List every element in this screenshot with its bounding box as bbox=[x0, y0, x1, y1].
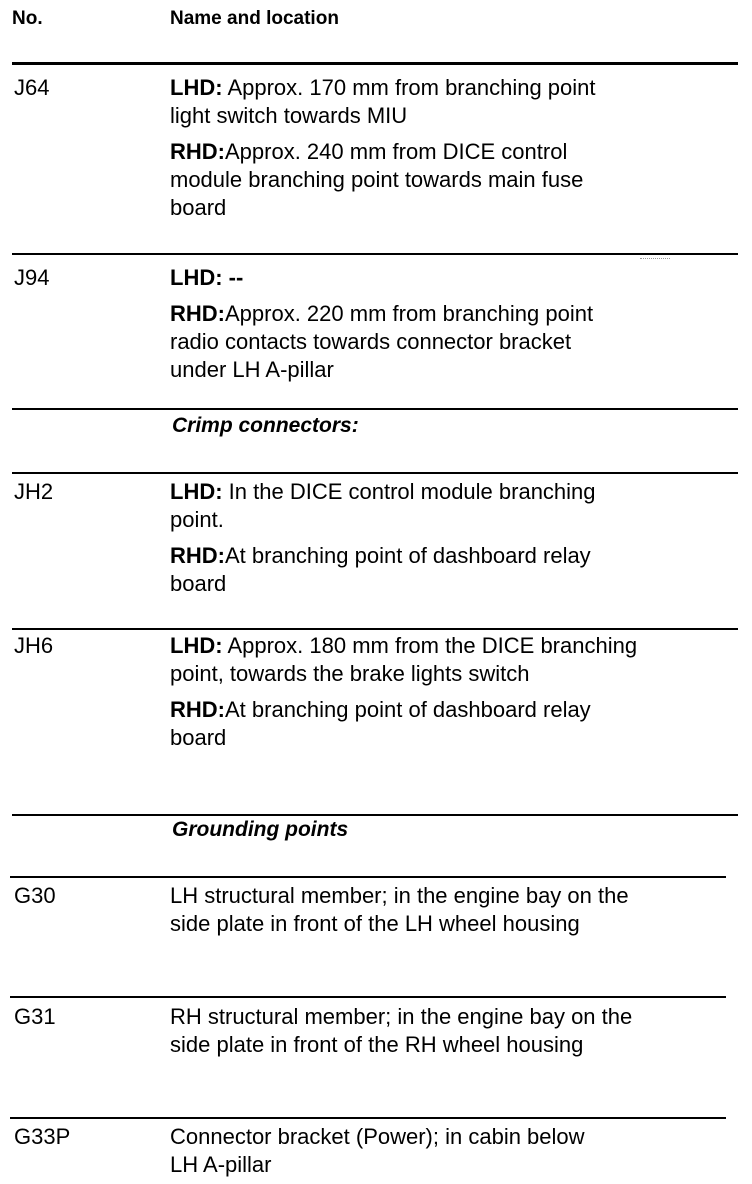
row-description bbox=[170, 74, 630, 222]
location-text: RH structural member; in the engine bay on the side plate in front of the RH wheel housing bbox=[170, 1004, 633, 1057]
lhd-label: LHD: bbox=[170, 633, 223, 658]
rhd-text: At branching point of dashboard relay board bbox=[170, 697, 591, 750]
lhd-text: Approx. 170 mm from branching point light switch towards MIU bbox=[170, 75, 596, 128]
lhd-note bbox=[170, 478, 620, 534]
rhd-label: RHD: bbox=[170, 139, 225, 164]
header-rule bbox=[12, 62, 738, 65]
row-divider bbox=[12, 472, 738, 474]
lhd-label: LHD: bbox=[170, 265, 223, 290]
rhd-note bbox=[170, 542, 620, 598]
row-divider bbox=[10, 876, 726, 878]
location-text: LH structural member; in the engine bay on the side plate in front of the LH wheel housing bbox=[170, 883, 629, 936]
row-divider bbox=[12, 253, 738, 255]
rhd-text: At branching point of dashboard relay board bbox=[170, 543, 591, 596]
section-crimp-connectors: Crimp connectors: bbox=[172, 414, 359, 437]
row-divider bbox=[12, 814, 738, 816]
row-description bbox=[170, 882, 650, 938]
row-number: G33P bbox=[14, 1124, 71, 1149]
section-grounding-points: Grounding points bbox=[172, 818, 349, 841]
rhd-note bbox=[170, 138, 630, 222]
row-description bbox=[170, 478, 620, 598]
lhd-label: LHD: bbox=[170, 75, 223, 100]
row-description bbox=[170, 1003, 650, 1059]
lhd-note bbox=[170, 264, 630, 292]
row-number: G31 bbox=[14, 1004, 56, 1029]
rhd-label: RHD: bbox=[170, 543, 225, 568]
row-number: J64 bbox=[14, 75, 50, 100]
location-text: Connector bracket (Power); in cabin below LH A-pillar bbox=[170, 1124, 585, 1177]
row-divider bbox=[10, 1117, 726, 1119]
row-divider bbox=[10, 996, 726, 998]
lhd-text: In the DICE control module branching point. bbox=[170, 479, 596, 532]
rhd-label: RHD: bbox=[170, 697, 225, 722]
header-no: No. bbox=[12, 8, 43, 29]
row-number: J94 bbox=[14, 265, 50, 290]
lhd-note bbox=[170, 632, 650, 688]
rhd-note bbox=[170, 300, 630, 384]
lhd-text: -- bbox=[222, 265, 244, 290]
rhd-note bbox=[170, 696, 650, 752]
rhd-label: RHD: bbox=[170, 301, 225, 326]
row-number: JH6 bbox=[14, 633, 54, 658]
row-divider bbox=[12, 408, 738, 410]
table-header bbox=[0, 0, 752, 40]
row-number: G30 bbox=[14, 883, 56, 908]
lhd-label: LHD: bbox=[170, 479, 223, 504]
lhd-note bbox=[170, 74, 630, 130]
row-description bbox=[170, 264, 630, 384]
row-description bbox=[170, 632, 650, 752]
row-divider bbox=[12, 628, 738, 630]
scan-speck bbox=[640, 258, 670, 259]
row-description bbox=[170, 1123, 610, 1179]
rhd-text: Approx. 220 mm from branching point radio contacts towards connector bracket under LH A-pillar bbox=[170, 301, 594, 382]
row-number: JH2 bbox=[14, 479, 54, 504]
header-name-location: Name and location bbox=[170, 8, 339, 29]
lhd-text: Approx. 180 mm from the DICE branching point, towards the brake lights switch bbox=[170, 633, 638, 686]
rhd-text: Approx. 240 mm from DICE control module branching point towards main fuse board bbox=[170, 139, 584, 220]
